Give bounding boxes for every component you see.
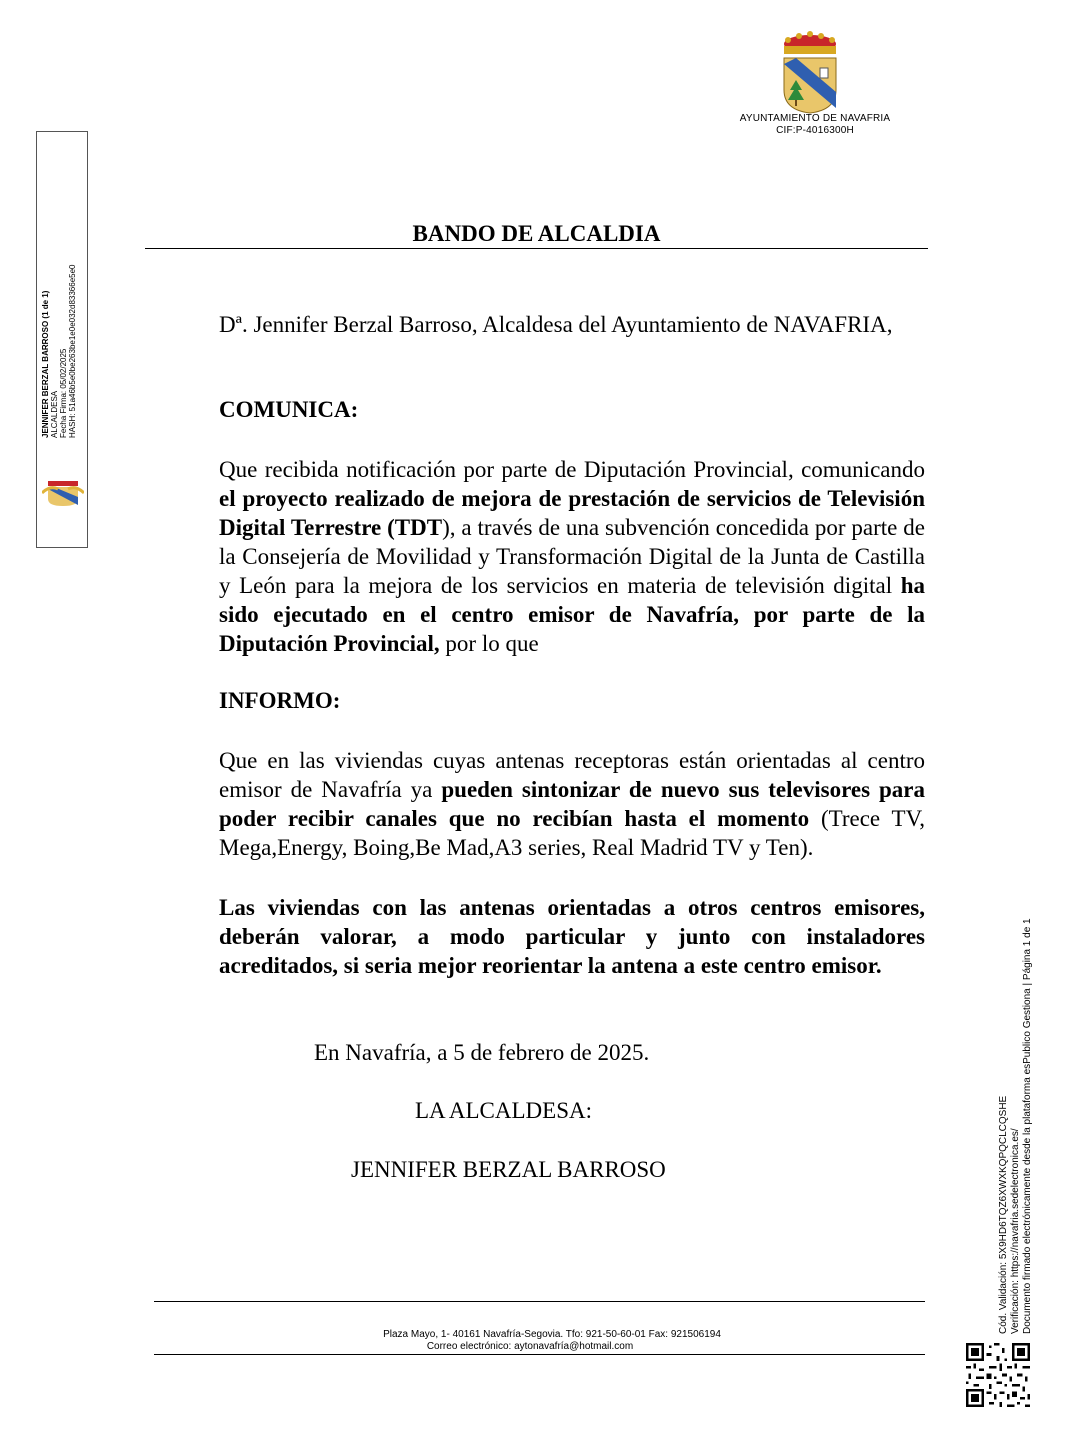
signer-role: LA ALCALDESA: xyxy=(415,1098,592,1123)
qr-code-icon[interactable] xyxy=(966,1343,1030,1407)
signature-text xyxy=(41,138,77,438)
footer-divider-top xyxy=(154,1301,925,1302)
signature-seal-icon xyxy=(42,477,84,507)
validation-url: Verificación: https://navafria.sedelectronica.es/ xyxy=(1010,1128,1021,1334)
body-1-text-2: ), a través de una subvención concedida por parte de la Consejería de Movilidad y Transformación Digital de la Junta de Castilla y León para la mejora de los servicios en materia de televisión digital xyxy=(219,515,925,598)
body-1-text-3: por lo que xyxy=(439,631,539,656)
body-1-text-1: Que recibida notificación por parte de Diputación Provincial, comunicando xyxy=(219,457,925,482)
footer-email: Correo electrónico: aytonavafría@hotmail.com xyxy=(426,1341,634,1352)
coat-of-arms-icon xyxy=(776,30,844,114)
heading-comunica: COMUNICA: xyxy=(219,397,359,422)
signature-hash: HASH: 51a46b5e0be263be1e0e032d83366e5e0 xyxy=(68,264,77,438)
signature-date: Fecha Firma: 05/02/2025 xyxy=(59,348,68,438)
validation-block xyxy=(998,874,1034,1334)
body-2-text-1: Que en las viviendas cuyas antenas receptoras están orientadas al centro emisor de Navafría ya xyxy=(219,748,925,802)
footer-address: Plaza Mayo, 1- 40161 Navafría-Segovia. Tfo: 921-50-60-01 Fax: 921506194 xyxy=(383,1329,721,1340)
org-name: AYUNTAMIENTO DE NAVAFRIA xyxy=(739,113,891,124)
body-2-text-2: (Trece TV, Mega,Energy, Boing,Be Mad,A3 series, Real Madrid TV y Ten). xyxy=(219,806,925,860)
heading-informo: INFORMO: xyxy=(219,688,341,713)
org-cif: CIF:P-4016300H xyxy=(776,125,854,136)
body-1-bold-1: el proyecto realizado de mejora de prestación de servicios de Televisión Digital Terrestre (TDT xyxy=(219,486,925,540)
signature-role: ALCALDESA xyxy=(50,390,59,438)
intro-paragraph xyxy=(155,310,925,339)
body-paragraph-1 xyxy=(155,455,925,658)
body-1-bold-2: ha sido ejecutado en el centro emisor de Navafría, por parte de la Diputación Provincial, xyxy=(219,573,925,656)
validation-code: Cód. Validación: 5X9HD6TQZ6XWXKQPQCLCQSHE xyxy=(998,1095,1009,1334)
body-paragraph-3 xyxy=(155,893,925,980)
signature-box xyxy=(36,131,88,548)
footer-divider-bottom xyxy=(154,1354,925,1355)
body-paragraph-2 xyxy=(155,746,925,862)
signer-name: JENNIFER BERZAL BARROSO xyxy=(351,1157,666,1182)
place-date: En Navafría, a 5 de febrero de 2025. xyxy=(314,1040,650,1065)
body-3-text: Las viviendas con las antenas orientadas a otros centros emisores, deberán valorar, a modo particular y junto con instaladores acreditados, si seria mejor reorientar la antena a este centro emisor. xyxy=(219,895,925,978)
validation-note: Documento firmado electrónicamente desde la plataforma esPublico Gestiona | Página 1 de 1 xyxy=(1022,918,1033,1334)
body-2-bold-1: pueden sintonizar de nuevo sus televisores para poder recibir canales que no recibían hasta el momento xyxy=(219,777,925,831)
signature-signer: JENNIFER BERZAL BARROSO (1 de 1) xyxy=(41,290,50,438)
document-title: BANDO DE ALCALDIA xyxy=(145,220,928,249)
intro-text: Dª. Jennifer Berzal Barroso, Alcaldesa del Ayuntamiento de NAVAFRIA, xyxy=(219,312,893,337)
